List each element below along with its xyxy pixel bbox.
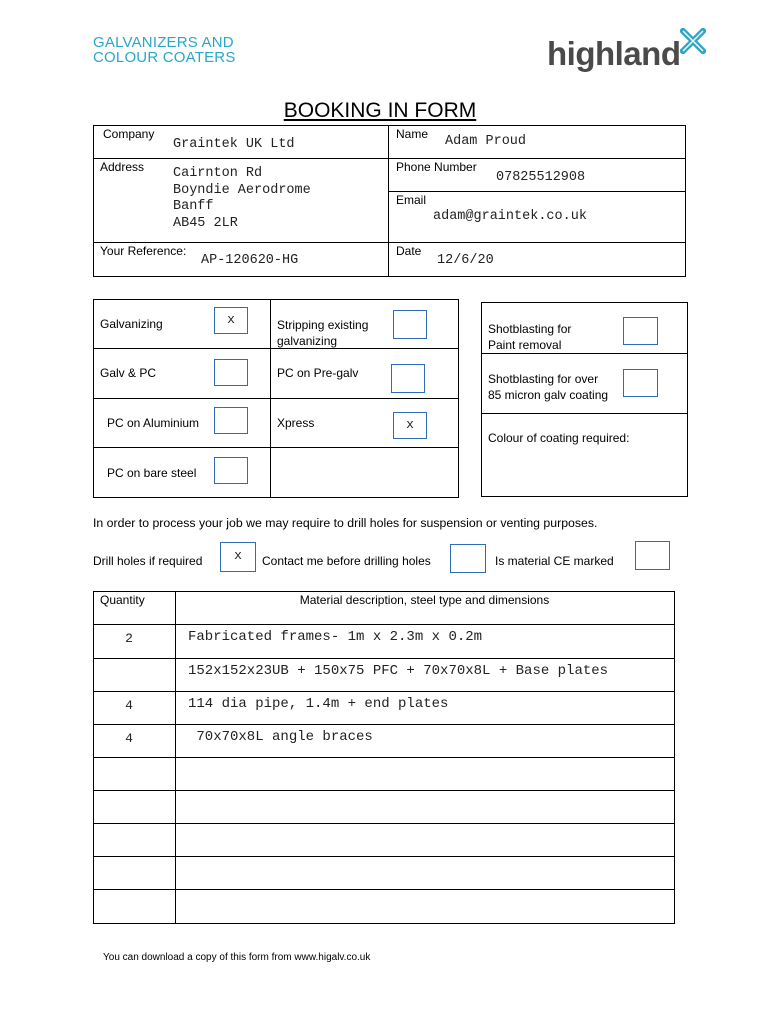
pc-pregalv-label: PC on Pre-galv <box>277 366 359 380</box>
quantity-cell[interactable] <box>94 797 164 821</box>
galvanizing-checkbox[interactable]: x <box>214 307 248 334</box>
pc-aluminium-label: PC on Aluminium <box>107 416 200 430</box>
quantity-cell[interactable] <box>94 896 164 920</box>
address-line: Banff <box>173 199 214 214</box>
reference-field[interactable]: AP-120620-HG <box>201 253 299 268</box>
description-cell[interactable] <box>188 894 668 918</box>
pc-bare-checkbox[interactable] <box>214 457 248 484</box>
shotblast-paint-label <box>488 321 571 353</box>
company-label: Company <box>103 127 155 141</box>
pc-pregalv-checkbox[interactable] <box>391 364 425 393</box>
xpress-checkbox[interactable]: x <box>393 412 427 439</box>
colour-field[interactable] <box>483 450 683 492</box>
colour-label: Colour of coating required: <box>488 431 630 445</box>
description-cell[interactable]: 152x152x23UB + 150x75 PFC + 70x70x8L + Base plates <box>188 663 609 679</box>
drill-checkbox[interactable]: x <box>220 542 256 572</box>
page-title: BOOKING IN FORM <box>283 99 477 122</box>
address-line: AB45 2LR <box>173 215 238 231</box>
email-field[interactable]: adam@graintek.co.uk <box>433 209 587 224</box>
shotblast-micron-label-line: 85 micron galv coating <box>488 388 609 402</box>
address-label: Address <box>100 160 145 174</box>
xpress-label: Xpress <box>277 416 315 430</box>
company-field[interactable]: Graintek UK Ltd <box>173 137 295 152</box>
drilling-note: In order to process your job we may require to drill holes for suspension or venting purposes. <box>93 516 598 530</box>
shotblast-paint-label-line: Shotblasting for <box>488 322 572 336</box>
date-field[interactable]: 12/6/20 <box>437 253 494 268</box>
address-line: Cairnton Rd <box>173 166 263 181</box>
pc-bare-label: PC on bare steel <box>107 466 197 480</box>
email-label: Email <box>396 193 427 207</box>
phone-label: Phone Number <box>396 160 477 174</box>
description-cell[interactable]: 70x70x8L angle braces <box>188 729 373 745</box>
shotblast-micron-label-line: Shotblasting for over <box>488 372 599 386</box>
quantity-cell[interactable]: 4 <box>125 731 133 746</box>
description-cell[interactable] <box>188 861 668 885</box>
galv-pc-label: Galv & PC <box>100 366 157 380</box>
address-field[interactable] <box>173 166 311 232</box>
brand-line-1: GALVANIZERS AND <box>93 34 234 51</box>
address-line: Boyndie Aerodrome <box>173 182 311 198</box>
quantity-cell[interactable] <box>94 665 164 689</box>
quantity-cell[interactable] <box>94 764 164 788</box>
reference-label: Your Reference: <box>100 244 187 258</box>
galvanizing-label: Galvanizing <box>100 317 163 331</box>
description-cell[interactable] <box>188 762 668 786</box>
quantity-cell[interactable] <box>94 863 164 887</box>
stripping-label <box>277 317 368 349</box>
name-label: Name <box>396 127 429 141</box>
stripping-label-line: galvanizing <box>277 334 338 348</box>
description-cell[interactable]: 114 dia pipe, 1.4m + end plates <box>188 696 449 712</box>
date-label: Date <box>396 244 422 258</box>
quantity-cell[interactable] <box>94 830 164 854</box>
quantity-header: Quantity <box>100 593 145 607</box>
logo-cross-icon <box>680 28 706 54</box>
description-header: Material description, steel type and dimensions <box>299 593 550 607</box>
stripping-checkbox[interactable] <box>393 310 427 339</box>
quantity-cell[interactable]: 2 <box>125 631 133 646</box>
quantity-cell[interactable]: 4 <box>125 698 133 713</box>
description-cell[interactable] <box>188 828 668 852</box>
name-field[interactable]: Adam Proud <box>445 134 527 149</box>
galv-pc-checkbox[interactable] <box>214 359 248 386</box>
shotblast-micron-label <box>488 371 608 403</box>
logo-wordmark: highland <box>547 35 681 72</box>
drill-label: Drill holes if required <box>93 554 203 568</box>
ce-checkbox[interactable] <box>635 541 670 570</box>
shotblast-micron-checkbox[interactable] <box>623 369 658 397</box>
brand-line-2: COLOUR COATERS <box>93 49 236 66</box>
shotblast-paint-label-line: Paint removal <box>488 338 562 352</box>
shotblast-paint-checkbox[interactable] <box>623 317 658 345</box>
description-cell[interactable] <box>188 795 668 819</box>
footer-note: You can download a copy of this form from www.higalv.co.uk <box>103 952 371 963</box>
phone-field[interactable]: 07825512908 <box>496 170 586 185</box>
highland-logo <box>547 32 717 77</box>
ce-label: Is material CE marked <box>495 554 614 568</box>
pc-aluminium-checkbox[interactable] <box>214 407 248 434</box>
description-cell[interactable]: Fabricated frames- 1m x 2.3m x 0.2m <box>188 629 483 645</box>
stripping-label-line: Stripping existing <box>277 318 369 332</box>
brand-text <box>93 35 236 65</box>
contact-label: Contact me before drilling holes <box>262 554 431 568</box>
contact-checkbox[interactable] <box>450 544 486 573</box>
